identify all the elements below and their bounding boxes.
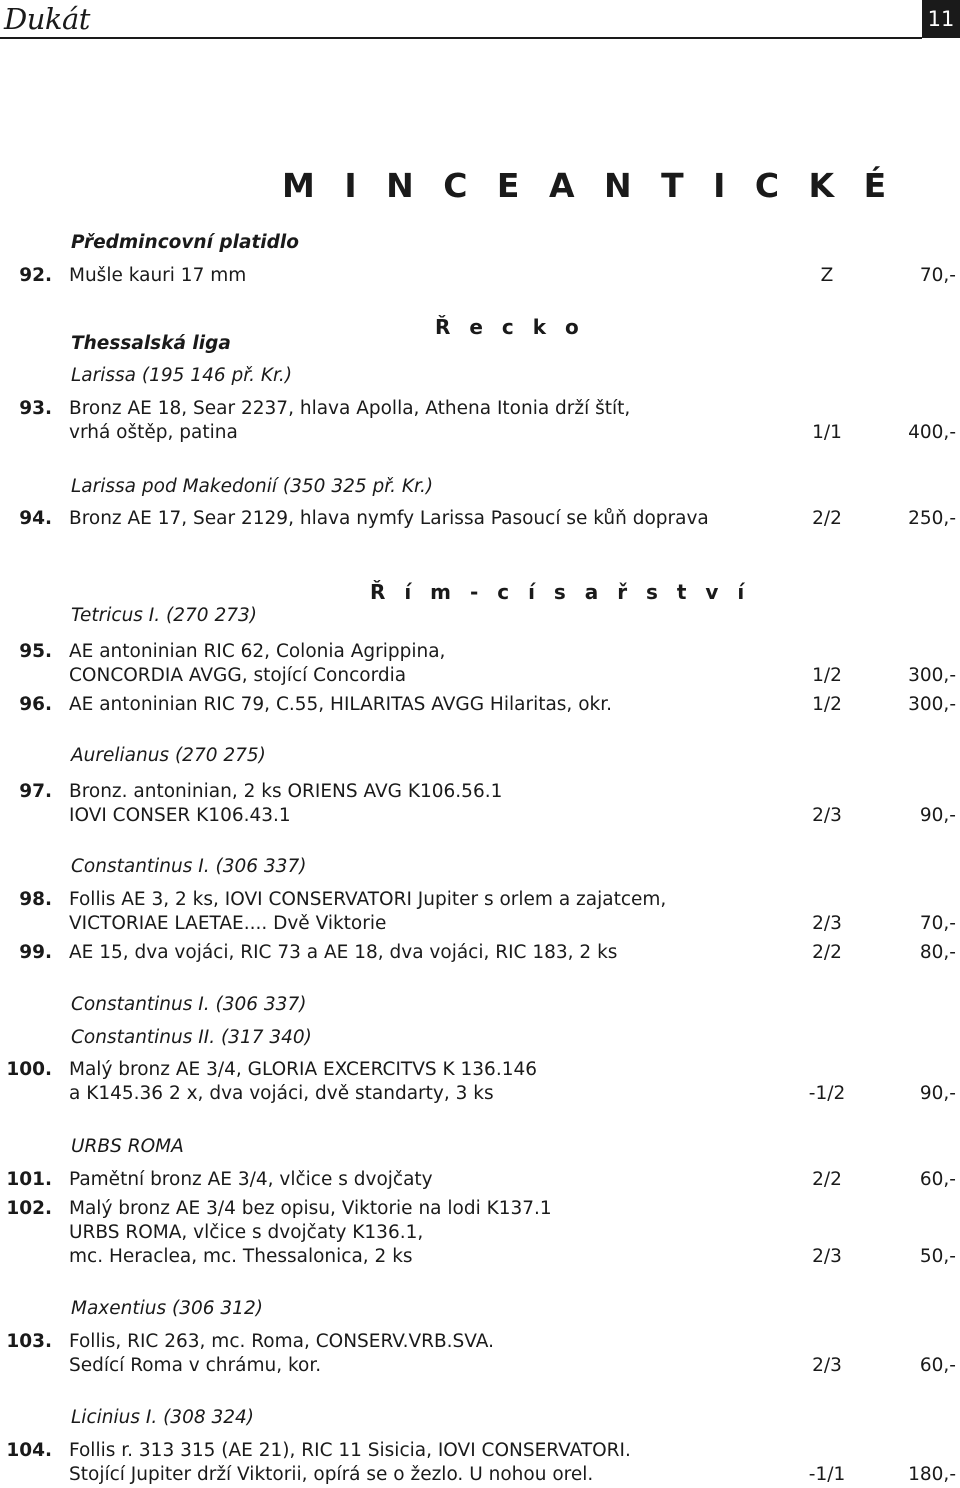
item-description: Malý bronz AE 3/4, GLORIA EXCERCITVS K 136.146	[69, 1059, 538, 1080]
item-price: 50,-	[919, 1246, 956, 1267]
section-title-recko: Ř e c k o	[435, 315, 585, 339]
item-description: Malý bronz AE 3/4 bez opisu, Viktorie na lodi K137.1	[69, 1198, 552, 1219]
item-number: 102.	[6, 1198, 52, 1219]
header-rule	[0, 37, 922, 39]
item-number: 100.	[6, 1059, 52, 1080]
item-description: VICTORIAE LAETAE.... Dvě Viktorie	[69, 913, 387, 934]
section-heading: Constantinus II. (317 340)	[71, 1027, 312, 1048]
item-description: Follis, RIC 263, mc. Roma, CONSERV.VRB.SVA.	[69, 1331, 494, 1352]
item-price: 90,-	[919, 805, 956, 826]
item-price: 250,-	[908, 508, 956, 529]
item-price: 90,-	[919, 1083, 956, 1104]
item-description: vrhá oštěp, patina	[69, 422, 238, 443]
item-grade: -1/2	[808, 1083, 846, 1104]
section-heading: Thessalská liga	[71, 333, 231, 354]
section-heading: Licinius I. (308 324)	[71, 1407, 255, 1428]
item-description: Bronz AE 18, Sear 2237, hlava Apolla, Athena Itonia drží štít,	[69, 398, 631, 419]
item-grade: 2/3	[812, 1246, 842, 1267]
item-description: Bronz. antoninian, 2 ks ORIENS AVG K106.56.1	[69, 781, 503, 802]
item-number: 98.	[19, 889, 52, 910]
item-grade: -1/1	[808, 1464, 846, 1485]
item-number: 101.	[6, 1169, 52, 1190]
item-description: Sedící Roma v chrámu, kor.	[69, 1355, 322, 1376]
item-description: IOVI CONSER K106.43.1	[69, 805, 291, 826]
item-description: Stojící Jupiter drží Viktorii, opírá se o žezlo. U nohou orel.	[69, 1464, 594, 1485]
item-description: Follis AE 3, 2 ks, IOVI CONSERVATORI Jupiter s orlem a zajatcem,	[69, 889, 667, 910]
page-title: M I N C E A N T I C K É	[282, 166, 896, 205]
item-description: Follis r. 313 315 (AE 21), RIC 11 Sisicia, IOVI CONSERVATORI.	[69, 1440, 631, 1461]
item-description: AE antoninian RIC 79, C.55, HILARITAS AVGG Hilaritas, okr.	[69, 694, 613, 715]
item-grade: 2/3	[812, 1355, 842, 1376]
section-heading: Aurelianus (270 275)	[71, 745, 266, 766]
item-number: 103.	[6, 1331, 52, 1352]
item-description: CONCORDIA AVGG, stojící Concordia	[69, 665, 407, 686]
section-title-rim: Ř í m - c í s a ř s t v í	[370, 580, 751, 604]
item-price: 60,-	[919, 1169, 956, 1190]
section-heading: Constantinus I. (306 337)	[71, 856, 307, 877]
item-grade: 2/2	[812, 508, 842, 529]
item-price: 300,-	[908, 694, 956, 715]
item-grade: 1/2	[812, 665, 842, 686]
item-grade: 1/2	[812, 694, 842, 715]
section-heading: Tetricus I. (270 273)	[71, 605, 257, 626]
item-number: 96.	[19, 694, 52, 715]
item-number: 99.	[19, 942, 52, 963]
item-grade: 2/2	[812, 1169, 842, 1190]
item-description: AE antoninian RIC 62, Colonia Agrippina,	[69, 641, 446, 662]
section-heading: URBS ROMA	[71, 1136, 184, 1157]
item-description: a K145.36 2 x, dva vojáci, dvě standarty, 3 ks	[69, 1083, 494, 1104]
item-grade: 2/3	[812, 913, 842, 934]
item-price: 70,-	[919, 913, 956, 934]
item-description: Mušle kauri 17 mm	[69, 265, 247, 286]
item-description: Pamětní bronz AE 3/4, vlčice s dvojčaty	[69, 1169, 433, 1190]
section-heading: Předmincovní platidlo	[71, 232, 299, 253]
item-grade: 2/3	[812, 805, 842, 826]
item-number: 93.	[19, 398, 52, 419]
section-heading: Maxentius (306 312)	[71, 1298, 263, 1319]
item-grade: 2/2	[812, 942, 842, 963]
item-description: Bronz AE 17, Sear 2129, hlava nymfy Larissa Pasoucí se kůň doprava	[69, 508, 709, 529]
item-grade: 1/1	[812, 422, 842, 443]
section-heading: Larissa (195 146 př. Kr.)	[71, 365, 293, 386]
section-heading: Constantinus I. (306 337)	[71, 994, 307, 1015]
item-number: 104.	[6, 1440, 52, 1461]
item-number: 94.	[19, 508, 52, 529]
item-price: 400,-	[908, 422, 956, 443]
item-price: 80,-	[919, 942, 956, 963]
item-number: 95.	[19, 641, 52, 662]
dukat-logo: Dukát	[4, 2, 90, 36]
section-heading: Larissa pod Makedonií (350 325 př. Kr.)	[71, 476, 434, 497]
item-price: 70,-	[919, 265, 956, 286]
item-price: 60,-	[919, 1355, 956, 1376]
item-price: 300,-	[908, 665, 956, 686]
item-number: 97.	[19, 781, 52, 802]
item-description: AE 15, dva vojáci, RIC 73 a AE 18, dva vojáci, RIC 183, 2 ks	[69, 942, 618, 963]
page-number: 11	[922, 0, 960, 38]
item-grade: Z	[820, 265, 834, 286]
item-description: URBS ROMA, vlčice s dvojčaty K136.1,	[69, 1222, 424, 1243]
item-description: mc. Heraclea, mc. Thessalonica, 2 ks	[69, 1246, 413, 1267]
item-price: 180,-	[908, 1464, 956, 1485]
item-number: 92.	[19, 265, 52, 286]
